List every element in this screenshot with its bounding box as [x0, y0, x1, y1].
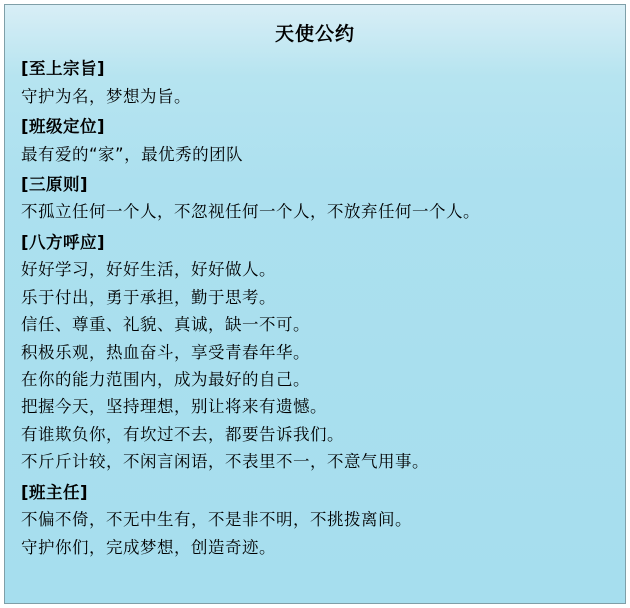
section-line: 守护为名，梦想为旨。 — [21, 86, 191, 106]
section-class-positioning — [21, 114, 611, 168]
section-line: 不偏不倚，不无中生有，不是非不明，不挑拨离间。 — [21, 510, 412, 530]
section-line: 好好学习，好好生活，好好做人。 — [21, 260, 276, 280]
section-line: 把握今天，坚持理想，别让将来有遗憾。 — [21, 397, 327, 417]
section-heading: [班级定位] — [21, 116, 106, 136]
section-head-teacher — [21, 480, 611, 561]
section-line: 有谁欺负你，有坎过不去，都要告诉我们。 — [21, 424, 344, 444]
section-heading: [至上宗旨] — [21, 59, 106, 78]
poster-body — [5, 56, 625, 561]
section-line: 不斤斤计较，不闲言闲语，不表里不一，不意气用事。 — [21, 452, 429, 472]
section-line: 积极乐观，热血奋斗，享受青春年华。 — [21, 342, 310, 362]
section-line: 在你的能力范围内，成为最好的自己。 — [21, 369, 310, 389]
section-eight-responses — [21, 230, 611, 476]
section-line: 不孤立任何一个人，不忽视任何一个人，不放弃任何一个人。 — [21, 202, 480, 222]
section-heading: [班主任] — [21, 482, 89, 502]
page-title: 天使公约 — [274, 23, 355, 45]
section-line: 守护你们，完成梦想，创造奇迹。 — [21, 537, 276, 557]
section-heading: [三原则] — [21, 174, 89, 194]
section-three-principles — [21, 172, 611, 226]
section-line: 信任、尊重、礼貌、真诚，缺一不可。 — [21, 315, 310, 335]
section-line: 乐于付出，勇于承担，勤于思考。 — [21, 287, 276, 307]
section-heading: [八方呼应] — [21, 232, 106, 252]
section-supreme-purpose — [21, 56, 611, 110]
poster-container — [4, 4, 626, 604]
section-line: 最有爱的“家”，最优秀的团队 — [21, 144, 244, 164]
